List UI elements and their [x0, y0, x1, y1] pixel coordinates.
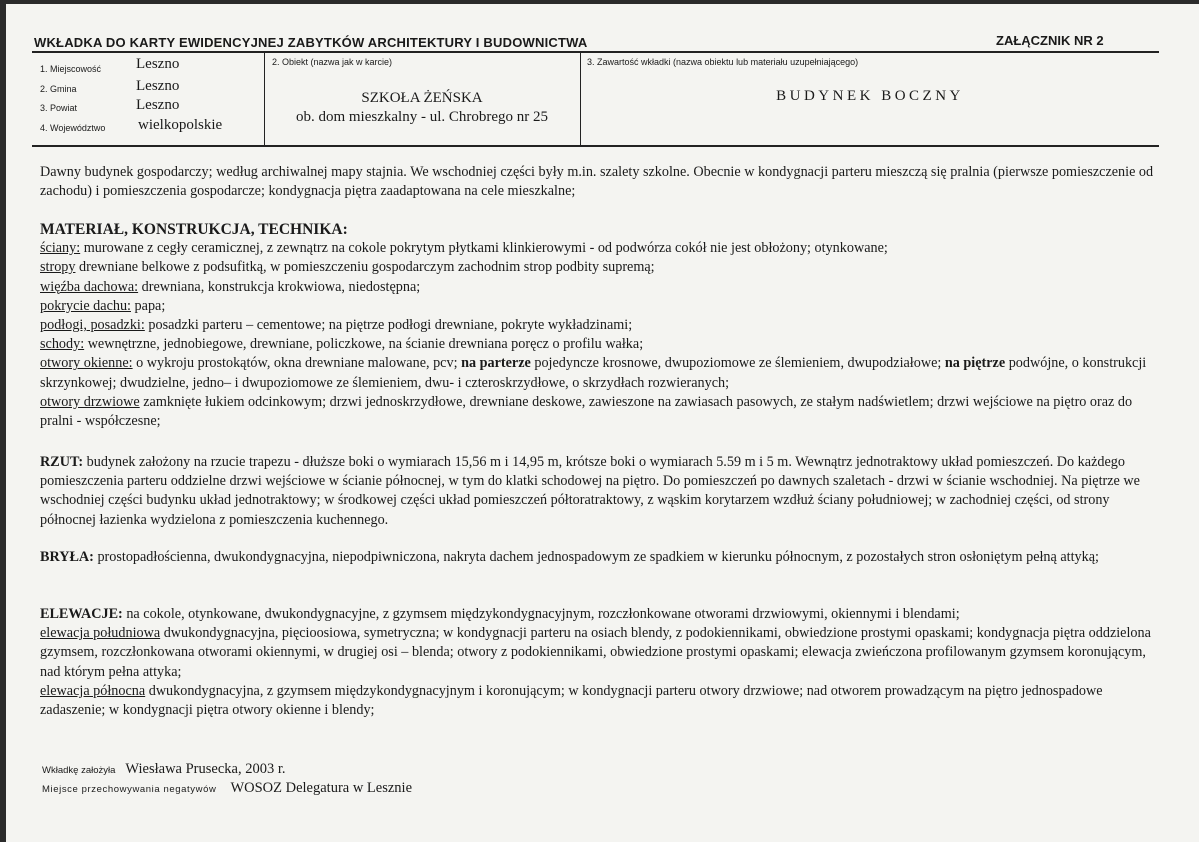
elevations-section: [40, 605, 1160, 720]
doors-text: zamknięte łukiem odcinkowym; drzwi jednoskrzydłowe, drewniane deskowe, zawieszone na zawiasach pasowych, ze stałym nadświetlem; drzwi wejściowe na piętro oraz do pralni - współczesne;: [40, 393, 1133, 430]
elevations-paragraph: [40, 605, 1160, 624]
place-label: 1. Miejscowość: [40, 64, 102, 74]
object-subname: ob. dom mieszkalny - ul. Chrobrego nr 25: [295, 109, 549, 125]
plan-heading: RZUT:: [40, 454, 84, 470]
header-rule: [32, 51, 1159, 53]
stairs-label: schody:: [40, 336, 85, 353]
ceilings-line: [40, 258, 1160, 277]
ceilings-text: drewniane belkowe z podsufitką, w pomieszczeniu gospodarczym zachodnim strop podbity supremą;: [75, 259, 655, 276]
commune-value: Leszno: [136, 78, 180, 94]
massing-section: [40, 548, 1160, 567]
windows-line: [40, 354, 1160, 392]
north-elevation-text: dwukondygnacyjna, z gzymsem międzykondygnacyjnym i koronującym; w kondygnacji parteru otwory drzwiowe; nad otworem prowadzącym na piętro jednospadowe zadaszenie; w kondygnacji piętra otwory okienne i blendy;: [40, 682, 1103, 719]
windows-text: o wykroju prostokątów, okna drewniane malowane, pcv;: [132, 355, 462, 372]
intro-paragraph: [40, 163, 1160, 201]
ceilings-label: stropy: [40, 259, 76, 276]
walls-label: ściany:: [40, 240, 81, 257]
north-elevation-label: elewacja północna: [40, 682, 146, 699]
district-value: Leszno: [136, 97, 180, 113]
content-value: BUDYNEK BOCZNY: [776, 88, 964, 104]
roof-truss-line: [40, 278, 1160, 297]
windows-text: podwójne, o konstrukcji skrzynkowej; dwudzielne, jedno– i dwupoziomowe ze ślemieniem, dwu- i czteroskrzydłowe, o skrzydłach rozwieranych;: [40, 355, 1147, 391]
windows-ground-floor: na parterze: [461, 355, 531, 372]
table-bottom-rule: [32, 145, 1159, 147]
storage-value: WOSOZ Delegatura w Lesznie: [230, 780, 413, 796]
massing-paragraph: [40, 548, 1160, 567]
commune-label: 2. Gmina: [40, 84, 77, 94]
material-section: [40, 220, 1160, 431]
south-elevation-label: elewacja południowa: [40, 625, 161, 642]
storage-label: Miejsce przechowywania negatywów: [42, 784, 217, 795]
roofing-text: papa;: [131, 297, 166, 314]
doors-line: [40, 393, 1160, 431]
author-value: Wiesława Prusecka, 2003 r.: [125, 761, 286, 777]
south-elevation: [40, 624, 1160, 682]
plan-paragraph: [40, 453, 1160, 530]
roofing-line: [40, 297, 1160, 316]
intro-text: Dawny budynek gospodarczy; według archiwalnej mapy stajnia. We wschodniej części były m.in. szalety szkolne. Obecnie w kondygnacji parteru mieszczą się pralnia (pierwsze pomieszczenie od zachodu) i pomieszczenia gospodarcze; kondygnacja piętra zaadaptowana na cele mieszkalne;: [40, 164, 1154, 200]
annex-number: ZAŁĄCZNIK NR 2: [996, 33, 1104, 48]
doors-label: otwory drzwiowe: [40, 393, 140, 410]
object-label: 2. Obiekt (nazwa jak w karcie): [272, 57, 393, 67]
object-name: SZKOŁA ŻEŃSKA: [361, 90, 483, 106]
north-elevation: [40, 682, 1160, 720]
massing-heading: BRYŁA:: [40, 549, 94, 565]
floors-text: posadzki parteru – cementowe; na piętrze podłogi drewniane, pokryte wykładzinami;: [144, 317, 633, 334]
windows-label: otwory okienne:: [40, 355, 133, 372]
windows-upper-floor: na piętrze: [944, 355, 1006, 372]
scan-edge: [0, 0, 6, 842]
elevations-heading: ELEWACJE:: [40, 606, 123, 622]
south-elevation-text: dwukondygnacyjna, pięcioosiowa, symetryczna; w kondygnacji parteru na osiach blendy, z podokiennikami, obwiedzione prostymi opaskami; kondygnacja piętra oddzielona gzymsem, rozczłonkowana otworami okiennymi, w drugiej osi – blenda; otwory z podokiennikami, obwiedzione prostymi opaskami; elewacja zwieńczona profilowanym gzymsem koronującym, nad którym pełna attyka;: [40, 625, 1151, 680]
scan-edge: [0, 0, 1199, 4]
walls-line: [40, 239, 1160, 258]
windows-text: pojedyncze krosnowe, dwupoziomowe ze ślemieniem, dwupodziałowe;: [530, 355, 945, 372]
district-label: 3. Powiat: [40, 103, 78, 113]
roof-truss-text: drewniana, konstrukcja krokwiowa, niedostępna;: [138, 278, 421, 295]
document-title: WKŁADKA DO KARTY EWIDENCYJNEJ ZABYTKÓW ARCHITEKTURY I BUDOWNICTWA: [34, 35, 588, 50]
author-label: Wkładkę założyła: [42, 765, 116, 776]
stairs-text: wewnętrzne, jednobiegowe, drewniane, policzkowe, na ścianie drewniana poręcz o profilu wałka;: [84, 336, 644, 353]
walls-text: murowane z cegły ceramicznej, z zewnątrz na cokole pokrytym płytkami klinkierowymi - od podwórza cokół nie jest obłożony; otynkowane;: [80, 240, 888, 257]
roofing-label: pokrycie dachu:: [40, 297, 131, 314]
voivodeship-value: wielkopolskie: [138, 117, 223, 133]
elevations-text: na cokole, otynkowane, dwukondygnacyjne, z gzymsem międzykondygnacyjnym, rozczłonkowane otworami drzwiowymi, okiennymi i blendami;: [122, 606, 960, 622]
place-value: Leszno: [136, 56, 180, 72]
material-heading: MATERIAŁ, KONSTRUKCJA, TECHNIKA:: [40, 221, 348, 238]
author-row: [42, 760, 285, 778]
storage-row: [42, 779, 412, 797]
plan-text: budynek założony na rzucie trapezu - dłuższe boki o wymiarach 15,56 m i 14,95 m, krótsze boki o wymiarach 5.59 m i 5 m. Wewnątrz jednotraktowy układ pomieszczeń. Do każdego pomieszczenia parteru oddzielne drzwi wejściowe w ścianie północnej, w tym do klatki schodowej na piętro. Do pomieszczeń po dawnych szaletach - drzwi w ścianie wschodniej. Na piętrze we wschodniej części budynku układ jednotraktowy; w środkowej części układ pomieszczeń półtoratraktowy, z wąskim korytarzem wzdłuż ściany południowej; w zachodniej części, od strony północnej łazienka wydzielona z pomieszczenia kuchennego.: [40, 454, 1140, 528]
massing-text: prostopadłościenna, dwukondygnacyjna, niepodpiwniczona, nakryta dachem jednospadowym ze spadkiem w kierunku północnym, z pozostałych stron osłoniętym pełną attyką;: [93, 549, 1099, 565]
content-label: 3. Zawartość wkładki (nazwa obiektu lub materiału uzupełniającego): [587, 57, 859, 67]
roof-truss-label: więźba dachowa:: [40, 278, 139, 295]
voivodeship-label: 4. Województwo: [40, 123, 106, 133]
floors-label: podłogi, posadzki:: [40, 317, 145, 334]
plan-section: [40, 453, 1160, 530]
floors-line: [40, 316, 1160, 335]
stairs-line: [40, 335, 1160, 354]
